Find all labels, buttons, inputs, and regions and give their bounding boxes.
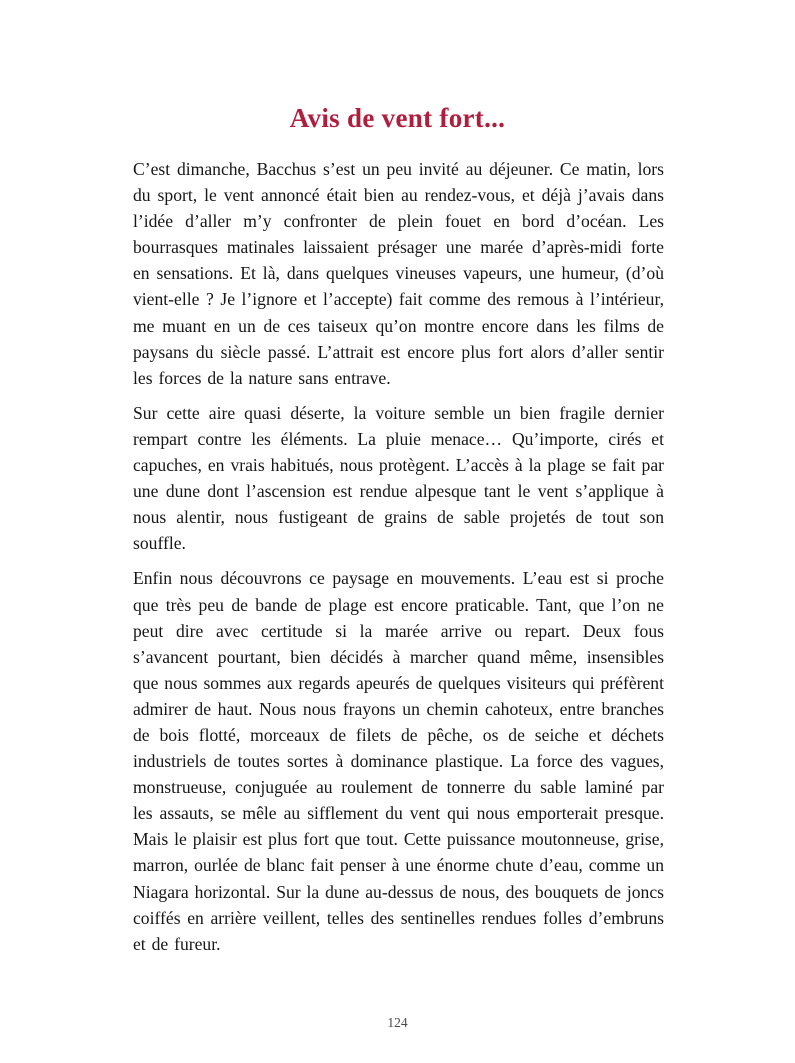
paragraph: Sur cette aire quasi déserte, la voiture semble un bien fragile dernier rempart contre les éléments. La pluie menace… Qu’importe, cirés et capuches, en vrais habitués, nous protègent. L’accès à la plage se fait par une dune dont l’ascension est rendue alpesque tant le vent s’applique à nous alentir, nous fustigeant de grains de sable projetés de tout son souffle. [133,402,664,554]
page-number: 124 [387,1015,408,1030]
page-title: Avis de vent fort... [289,103,506,133]
page-body [133,156,664,966]
paragraph: C’est dimanche, Bacchus s’est un peu invité au déjeuner. Ce matin, lors du sport, le vent annoncé était bien au rendez-vous, et déjà j’avais dans l’idée d’aller m’y confronter de plein fouet en bord d’océan. Les bourrasques matinales laissaient présager une marée d’après-midi forte en sensations. Et là, dans quelques vineuses vapeurs, une humeur, (d’où vient-elle ? Je l’ignore et l’accepte) fait comme des remous à l’intérieur, me muant en un de ces taiseux qu’on montre encore dans les films de paysans du siècle passé. L’attrait est encore plus fort alors d’aller sentir les forces de la nature sans entrave. [133,159,664,388]
paragraph: Enfin nous découvrons ce paysage en mouvements. L’eau est si proche que très peu de bande de plage est encore praticable. Tant, que l’on ne peut dire avec certitude si la marée arrive ou repart. Deux fous s’avancent pourtant, bien décidés à marcher quand même, insensibles que nous sommes aux regards apeurés de quelques visiteurs qui préfèrent admirer de haut. Nous nous frayons un chemin cahoteux, entre branches de bois flotté, morceaux de filets de pêche, os de seiche et déchets industriels de toutes sortes à dominance plastique. La force des vagues, monstrueuse, conjuguée au roulement de tonnerre du sable laminé par les assauts, se mêle au sifflement du vent qui nous emporterait presque. Mais le plaisir est plus fort que tout. Cette puissance moutonneuse, grise, marron, ourlée de blanc fait penser à une énorme chute d’eau, comme un Niagara horizontal. Sur la dune au-dessus de nous, des bouquets de joncs coiffés en arrière veillent, telles des sentinelles rendues folles d’embruns et de fureur. [133,568,664,954]
